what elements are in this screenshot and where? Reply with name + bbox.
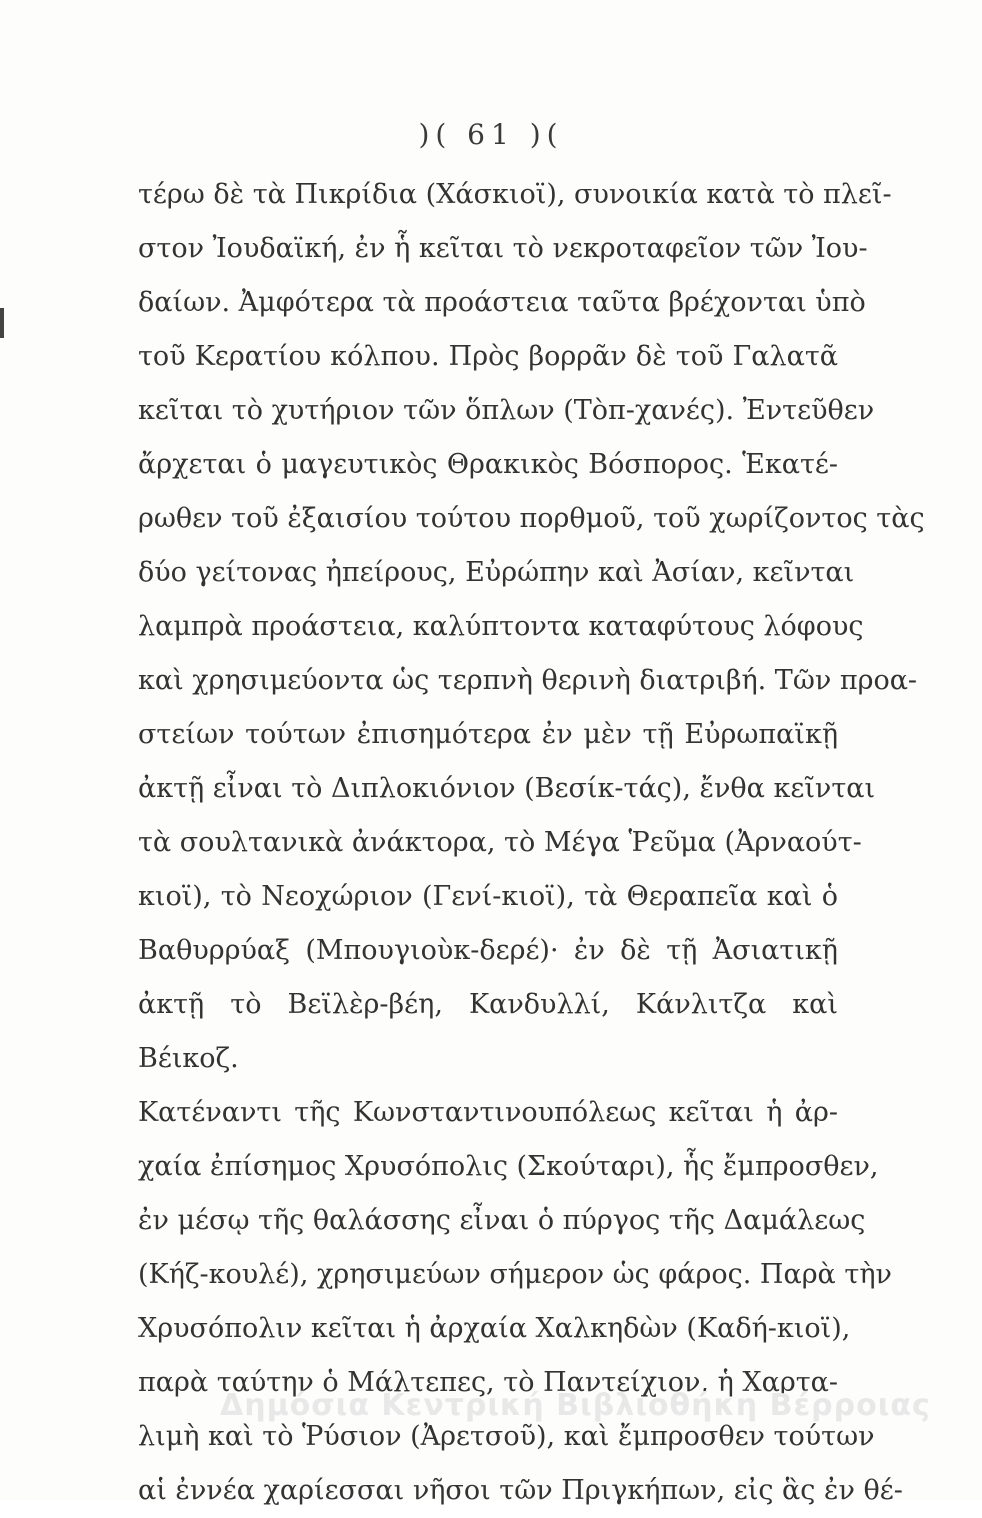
text-line: αἱ ἐννέα χαρίεσσαι νῆσοι τῶν Πριγκήπων, εἰς ἃς ἐν θέ- <box>138 1475 903 1506</box>
text-line: στείων τούτων ἐπισημότερα ἐν μὲν τῇ Εὐρωπαϊκῇ <box>138 719 838 750</box>
text-line: ἀκτῇ εἶναι τὸ Διπλοκιόνιον (Βεσίκ-τάς), ἔνθα κεῖνται <box>138 773 876 804</box>
text-line: τέρω δὲ τὰ Πικρίδια (Χάσκιοϊ), συνοικία κατὰ τὸ πλεῖ- <box>138 179 892 210</box>
text-line: καὶ χρησιμεύοντα ὡς τερπνὴ θερινὴ διατριβή. Τῶν προα- <box>138 665 918 696</box>
text-line: λιμὴ καὶ τὸ Ῥύσιον (Ἀρετσοῦ), καὶ ἔμπροσθεν τούτων <box>138 1421 875 1452</box>
text-line: λαμπρὰ προάστεια, καλύπτοντα καταφύτους λόφους <box>138 611 864 642</box>
text-line: τὰ σουλτανικὰ ἀνάκτορα, τὸ Μέγα Ῥεῦμα (Ἀρναούτ- <box>138 827 862 858</box>
library-watermark: Δημόσια Κεντρική Βιβλιοθήκη Βέρροιας <box>220 1388 931 1423</box>
text-line: ἄρχεται ὁ μαγευτικὸς Θρακικὸς Βόσπορος. Ἑκατέ- <box>138 449 838 480</box>
text-line: δαίων. Ἀμφότερα τὰ προάστεια ταῦτα βρέχονται ὑπὸ <box>138 287 866 318</box>
text-line: Χρυσόπολιν κεῖται ἡ ἀρχαία Χαλκηδὼν (Καδή-κιοϊ), <box>138 1313 851 1344</box>
text-line: ρωθεν τοῦ ἐξαισίου τούτου πορθμοῦ, τοῦ χωρίζοντος τὰς <box>138 503 925 534</box>
text-line: Βαθυρρύαξ (Μπουγιοὺκ-δερέ)· ἐν δὲ τῇ Ἀσιατικῇ <box>138 935 838 966</box>
text-line: Κατέναντι τῆς Κωνσταντινουπόλεως κεῖται ἡ ἀρ- <box>138 1097 838 1128</box>
text-line: χαία ἐπίσημος Χρυσόπολις (Σκούταρι), ἧς ἔμπροσθεν, <box>138 1151 879 1182</box>
text-line: κεῖται τὸ χυτήριον τῶν ὅπλων (Τὸπ-χανές). Ἐντεῦθεν <box>138 395 875 426</box>
text-line: ἐν μέσῳ τῆς θαλάσσης εἶναι ὁ πύργος τῆς Δαμάλεως <box>138 1205 866 1236</box>
body-text <box>138 168 925 1518</box>
text-line: στον Ἰουδαϊκή, ἐν ἧ κεῖται τὸ νεκροταφεῖον τῶν Ἰου- <box>138 233 868 264</box>
text-line: τοῦ Κερατίου κόλπου. Πρὸς βορρᾶν δὲ τοῦ Γαλατᾶ <box>138 341 838 372</box>
text-line: Βέικοζ. <box>138 1043 239 1074</box>
edge-mark <box>0 308 4 338</box>
text-line: παρὰ ταύτην ὁ Μάλτεπες, τὸ Παντείχιον, ἡ Χαρτα- <box>138 1367 838 1398</box>
text-line: δύο γείτονας ἠπείρους, Εὐρώπην καὶ Ἀσίαν, κεῖνται <box>138 557 855 588</box>
text-line: ἀκτῇ τὸ Βεϊλὲρ-βέη, Κανδυλλί, Κάνλιτζα καὶ <box>138 989 838 1020</box>
page-number: )( 61 )( <box>418 118 564 151</box>
text-line: (Κήζ-κουλέ), χρησιμεύων σήμερον ὡς φάρος. Παρὰ τὴν <box>138 1259 892 1290</box>
text-line: κιοϊ), τὸ Νεοχώριον (Γενί-κιοϊ), τὰ Θεραπεῖα καὶ ὁ <box>138 881 838 912</box>
